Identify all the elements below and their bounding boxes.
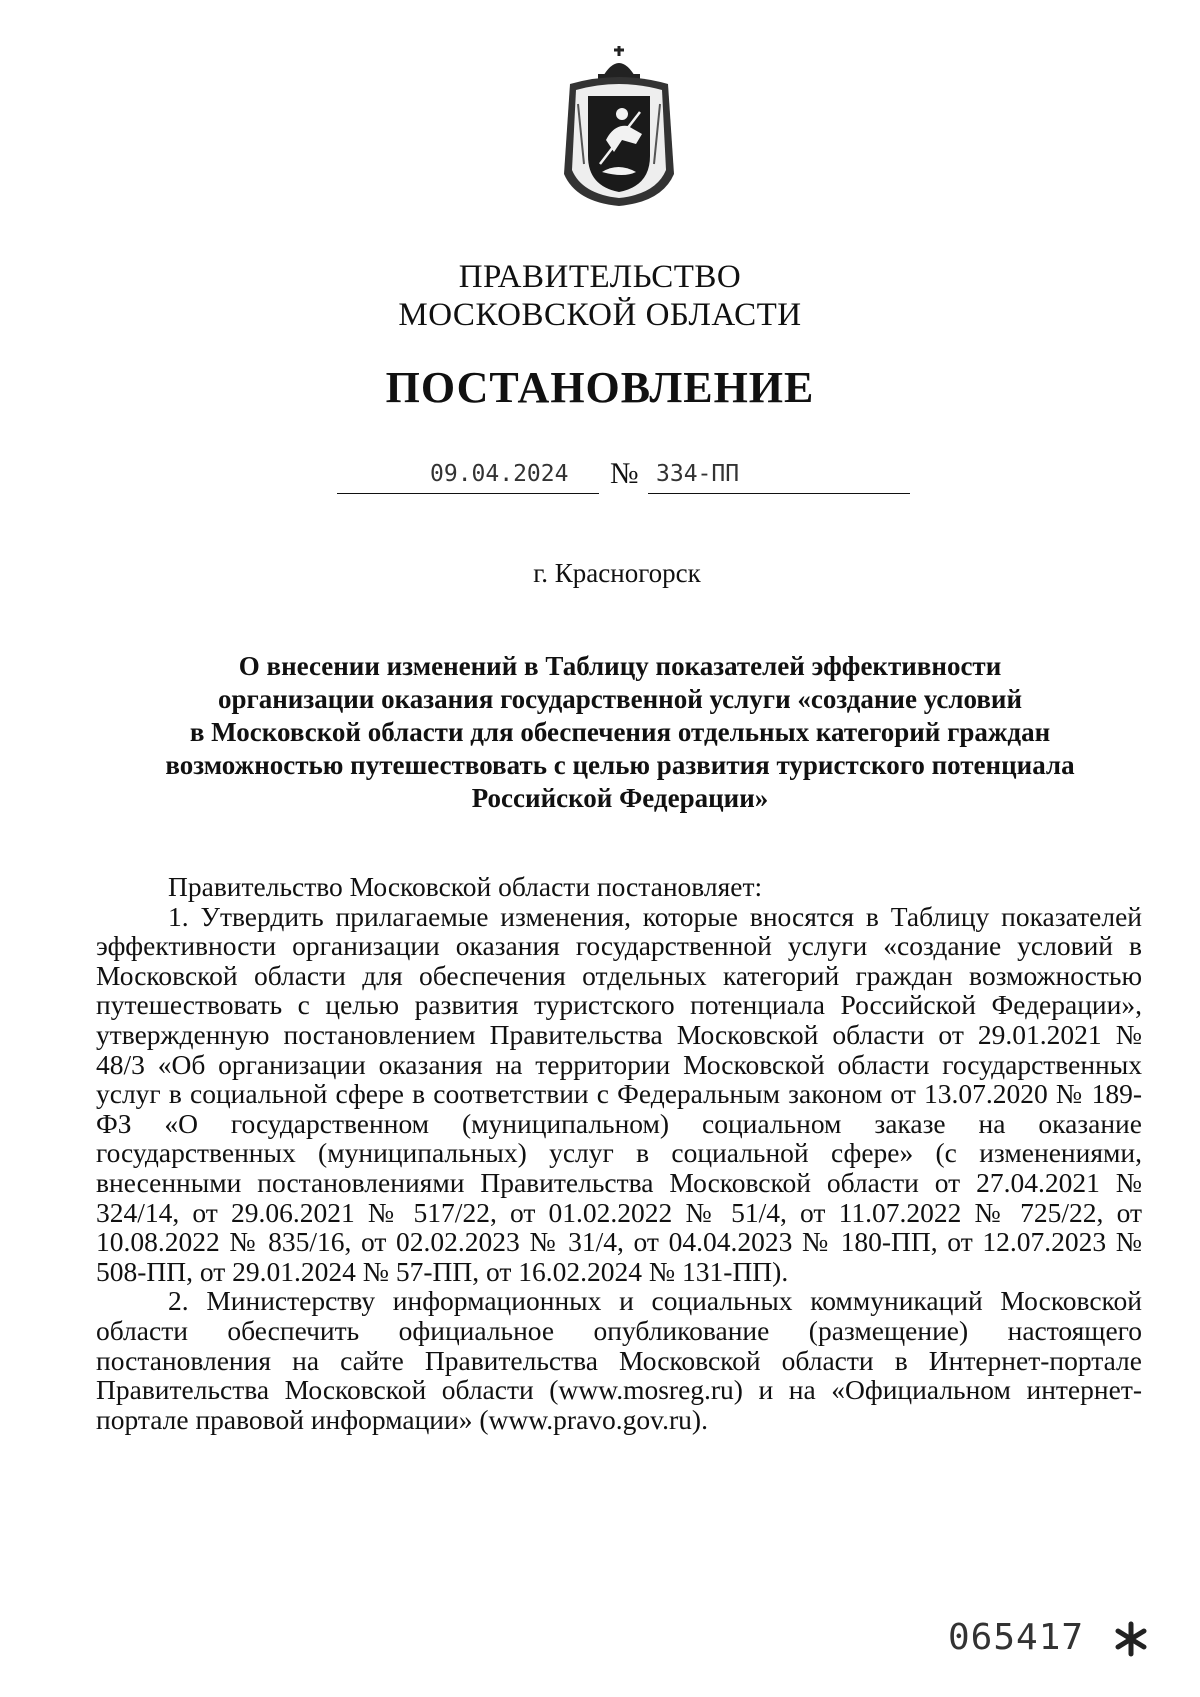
asterisk-icon bbox=[1112, 1620, 1150, 1658]
title-line: Российской Федерации» bbox=[471, 783, 769, 813]
title-line: организации оказания государственной услуги «создание условий bbox=[217, 684, 1023, 714]
body-paragraph-2: 2. Министерству информационных и социальных коммуникаций Московской области обеспечить официальное опубликование (размещение) настоящего постановления на сайте Правительства Московской области в Интернет-портале Правительства Московской области (www.mosreg.ru) и на «Официальном интернет-портале правовой информации» (www.pravo.gov.ru). bbox=[96, 1285, 1142, 1435]
title-line: возможностью путешествовать с целью развития туристского потенциала bbox=[165, 750, 1075, 780]
title-line: О внесении изменений в Таблицу показателей эффективности bbox=[238, 651, 1002, 681]
document-number: 334-ПП bbox=[656, 461, 740, 487]
organization-name bbox=[0, 258, 1200, 334]
registration-line bbox=[0, 457, 1200, 497]
body-paragraph-1: 1. Утвердить прилагаемые изменения, которые вносятся в Таблицу показателей эффективности организации оказания государственной услуги «создание условий в Московской области для обеспечения отдельных категорий граждан возможностью путешествовать с целью развития туристского потенциала Российской Федерации», утвержденную постановлением Правительства Московской области от 29.01.2021 № 48/3 «Об организации оказания на территории Московской области государственных услуг в социальной сфере в соответствии с Федеральным законом от 13.07.2020 № 189-ФЗ «О государственном (муниципальном) социальном заказе на оказание государственных (муниципальных) услуг в социальной сфере» (с изменениями, внесенными постановлениями Правительства Московской области от 27.04.2021 № 324/14, от 29.06.2021 № 517/22, от 01.02.2022 № 51/4, от 11.07.2022 № 725/22, от 10.08.2022 № 835/16, от 02.02.2023 № 31/4, от 04.04.2023 № 180-ПП, от 12.07.2023 № 508-ПП, от 29.01.2024 № 57-ПП, от 16.02.2024 № 131-ПП). bbox=[96, 900, 1142, 1287]
city: г. Красногорск bbox=[533, 558, 701, 588]
org-line-1: ПРАВИТЕЛЬСТВО bbox=[458, 259, 742, 295]
document-body bbox=[96, 872, 1142, 1434]
body-intro: Правительство Московской области постановляет: bbox=[168, 871, 763, 902]
document-date: 09.04.2024 bbox=[430, 461, 569, 487]
number-underline bbox=[648, 493, 910, 494]
date-underline bbox=[337, 493, 599, 494]
document-type: ПОСТАНОВЛЕНИЕ bbox=[385, 363, 815, 412]
coat-of-arms-icon bbox=[562, 44, 676, 210]
title-line: в Московской области для обеспечения отдельных категорий граждан bbox=[189, 717, 1051, 747]
org-line-2: МОСКОВСКОЙ ОБЛАСТИ bbox=[398, 297, 802, 333]
number-sign: № bbox=[610, 457, 639, 490]
serial-number: 065417 bbox=[948, 1617, 1085, 1658]
document-title bbox=[110, 650, 1130, 815]
